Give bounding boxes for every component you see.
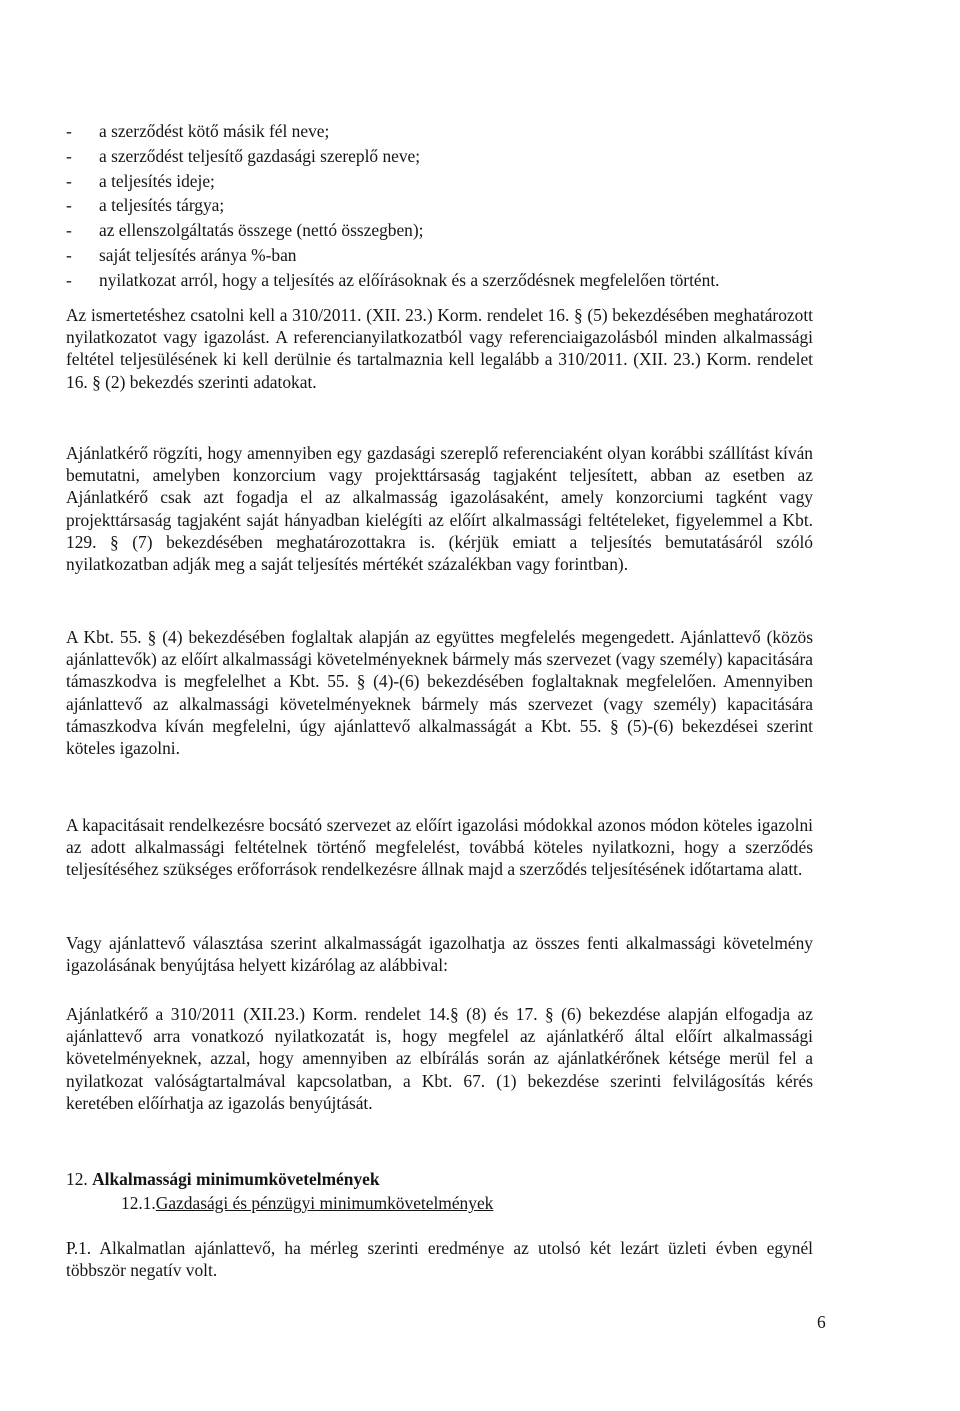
subsection-heading: [121, 1192, 493, 1214]
list-dash: -: [66, 195, 72, 216]
list-item: [66, 218, 813, 243]
alternative-proof-paragraph: Vagy ajánlattevő választása szerint alkalmasságát igazolhatja az összes fenti alkalmassági követelmény igazolásának benyújtása helyett kizárólag az alábbival:: [66, 933, 813, 976]
list-item-text: a szerződést kötő másik fél neve;: [99, 121, 330, 141]
list-item: [66, 243, 813, 268]
list-item-text: az ellenszolgáltatás összege (nettó összegben);: [99, 220, 424, 241]
subsection-title: Gazdasági és pénzügyi minimumkövetelmények: [155, 1193, 494, 1213]
list-dash: -: [66, 145, 72, 166]
list-dash: -: [66, 121, 72, 141]
section-title: Alkalmassági minimumkövetelmények: [92, 1169, 380, 1189]
reference-paragraph: Az ismertetéshez csatolni kell a 310/2011. (XII. 23.) Korm. rendelet 16. § (5) bekezdésében meghatározott nyilatkozatot vagy igazolást. A referencianyilatkozatból vagy referenciaigazolásból minden alkalmassági feltétel teljesülésének ki kell derülnie és tartalmaznia kell legalább a 310/2011. (XII. 23.) Korm. rendelet 16. § (2) bekezdés szerinti adatokat.: [66, 305, 813, 392]
list-item: [66, 144, 813, 169]
declaration-paragraph: Ajánlatkérő a 310/2011 (XII.23.) Korm. rendelet 14.§ (8) és 17. § (6) bekezdése alapján elfogadja az ajánlattevő arra vonatkozó nyilatkozatát is, hogy megfelel az ajánlatkérő által előírt alkalmassági követelményeknek, azzal, hogy amennyiben az elbírálás során az ajánlatkérőnek kétsége merül fel a nyilatkozat valóságtartalmával kapcsolatban, a Kbt. 67. (1) bekezdése szerinti felvilágosítás kérés keretében előírhatja az igazolás benyújtását.: [66, 1004, 813, 1113]
consortium-paragraph: Ajánlatkérő rögzíti, hogy amennyiben egy gazdasági szereplő referenciaként olyan korábbi szállítást kíván bemutatni, amelyben konzorcium vagy projekttársaság tagjaként teljesített, abban az esetben az Ajánlatkérő csak azt fogadja el az alkalmasság igazolásaként, amely konzorciumi tagként vagy projekttársaság tagjaként saját hányadban kielégíti az előírt alkalmassági feltételeket, figyelemmel a Kbt. 129. § (7) bekezdésében meghatározottakra is. (kérjük emiatt a teljesítés bemutatásáról szóló nyilatkozatban adják meg a saját teljesítés mértékét százalékban vagy forintban).: [66, 443, 813, 575]
page-number: 6: [817, 1312, 826, 1332]
list-dash: -: [66, 269, 72, 290]
list-dash: -: [66, 170, 72, 191]
list-dash: -: [66, 244, 72, 265]
list-item-text: saját teljesítés aránya %-ban: [99, 244, 297, 265]
list-item: [66, 193, 813, 218]
list-item-text: a teljesítés tárgya;: [99, 195, 225, 216]
section-number: 12.: [66, 1169, 88, 1189]
list-item-text: nyilatkozat arról, hogy a teljesítés az előírásoknak és a szerződésnek megfelelően történt.: [99, 269, 720, 290]
list-item: [66, 268, 813, 293]
capacity-provider-paragraph: A kapacitásait rendelkezésre bocsátó szervezet az előírt igazolási módokkal azonos módon köteles igazolni az adott alkalmassági feltételnek történő megfelelést, továbbá köteles nyilatkozni, hogy a szerződés teljesítéséhez szükséges erőforrások rendelkezésre állnak majd a szerződés teljesítésének időtartama alatt.: [66, 815, 813, 880]
joint-compliance-paragraph: A Kbt. 55. § (4) bekezdésében foglaltak alapján az együttes megfelelés megengedett. Ajánlattevő (közös ajánlattevők) az előírt alkalmassági követelményeknek bármely más szervezet (vagy személy) kapacitására támaszkodva is megfelelhet a Kbt. 55. § (4)-(6) bekezdésében foglaltaknak megfelelően. Amennyiben ajánlattevő az alkalmassági követelményeknek bármely más szervezet (vagy személy) kapacitására támaszkodva kíván megfelelni, úgy ajánlattevő alkalmasságát a Kbt. 55. § (5)-(6) bekezdései szerint köteles igazolni.: [66, 627, 813, 759]
requirement-list: [66, 119, 813, 293]
list-item: [66, 119, 813, 144]
subsection-number: 12.1.: [121, 1193, 156, 1213]
section-heading: [66, 1168, 380, 1190]
list-dash: -: [66, 220, 72, 241]
list-item-text: a szerződést teljesítő gazdasági szereplő neve;: [99, 145, 421, 166]
list-item-text: a teljesítés ideje;: [99, 170, 215, 191]
list-item: [66, 169, 813, 194]
p1-criterion-paragraph: P.1. Alkalmatlan ajánlattevő, ha mérleg szerinti eredménye az utolsó két lezárt üzleti évben egynél többször negatív volt.: [66, 1238, 813, 1281]
